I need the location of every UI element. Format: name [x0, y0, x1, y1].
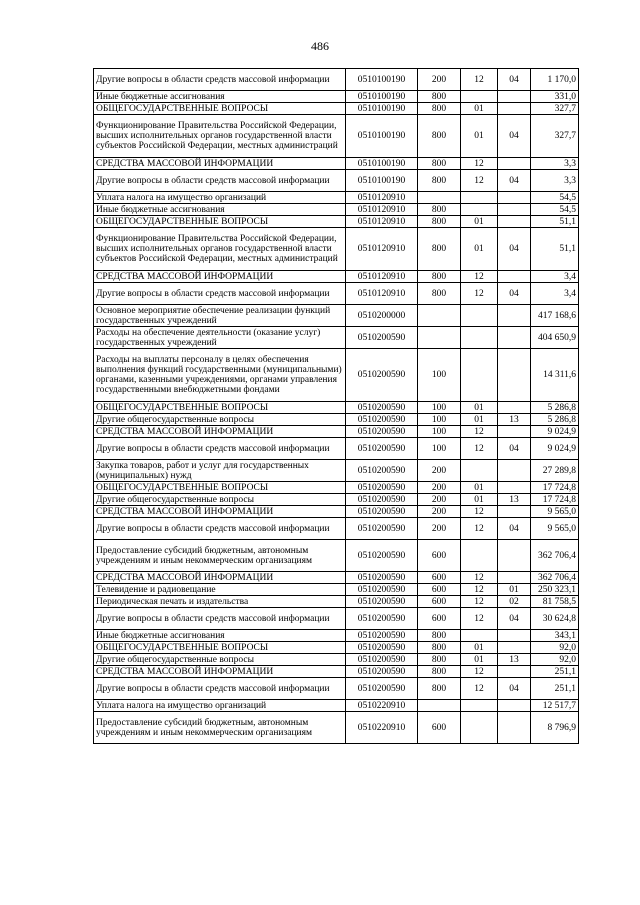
row-name-cell: СРЕДСТВА МАССОВОЙ ИНФОРМАЦИИ: [94, 158, 346, 170]
subsection-cell: 13: [498, 494, 531, 506]
amount-cell: 417 168,6: [531, 305, 579, 327]
table-row: [94, 700, 579, 712]
row-name-cell: Другие вопросы в области средств массовой информации: [94, 518, 346, 540]
target-article-cell: 0510200590: [346, 678, 418, 700]
table-row: [94, 271, 579, 283]
section-cell: [461, 630, 498, 642]
target-article-cell: 0510120910: [346, 204, 418, 216]
expense-type-cell: 800: [418, 642, 461, 654]
target-article-cell: 0510200590: [346, 426, 418, 438]
section-cell: [461, 460, 498, 482]
target-article-cell: 0510120910: [346, 228, 418, 271]
amount-cell: 54,5: [531, 192, 579, 204]
subsection-cell: [498, 349, 531, 402]
table-row: [94, 402, 579, 414]
target-article-cell: 0510100190: [346, 91, 418, 103]
table-row: [94, 654, 579, 666]
table-row: [94, 204, 579, 216]
row-name-cell: Иные бюджетные ассигнования: [94, 91, 346, 103]
section-cell: 12: [461, 506, 498, 518]
expense-type-cell: 200: [418, 482, 461, 494]
amount-cell: 5 286,8: [531, 402, 579, 414]
subsection-cell: [498, 642, 531, 654]
subsection-cell: [498, 630, 531, 642]
expense-type-cell: 100: [418, 426, 461, 438]
table-row: [94, 283, 579, 305]
expense-type-cell: 800: [418, 678, 461, 700]
target-article-cell: 0510200590: [346, 642, 418, 654]
table-row: [94, 460, 579, 482]
amount-cell: 3,4: [531, 283, 579, 305]
amount-cell: 343,1: [531, 630, 579, 642]
target-article-cell: 0510120910: [346, 283, 418, 305]
subsection-cell: 02: [498, 596, 531, 608]
expense-type-cell: 600: [418, 608, 461, 630]
subsection-cell: [498, 572, 531, 584]
table-row: [94, 69, 579, 91]
budget-table: [93, 68, 579, 744]
expense-type-cell: 800: [418, 115, 461, 158]
expense-type-cell: 100: [418, 438, 461, 460]
table-row: [94, 305, 579, 327]
row-name-cell: Закупка товаров, работ и услуг для государственных (муниципальных) нужд: [94, 460, 346, 482]
amount-cell: 362 706,4: [531, 572, 579, 584]
expense-type-cell: 100: [418, 402, 461, 414]
amount-cell: 81 758,5: [531, 596, 579, 608]
amount-cell: 9 024,9: [531, 426, 579, 438]
table-row: [94, 438, 579, 460]
subsection-cell: [498, 460, 531, 482]
section-cell: 12: [461, 584, 498, 596]
expense-type-cell: 600: [418, 572, 461, 584]
section-cell: 01: [461, 414, 498, 426]
target-article-cell: 0510100190: [346, 103, 418, 115]
table-row: [94, 414, 579, 426]
row-name-cell: Другие общегосударственные вопросы: [94, 654, 346, 666]
section-cell: 12: [461, 438, 498, 460]
amount-cell: 92,0: [531, 654, 579, 666]
expense-type-cell: 800: [418, 204, 461, 216]
table-row: [94, 642, 579, 654]
table-row: [94, 482, 579, 494]
target-article-cell: 0510200590: [346, 402, 418, 414]
subsection-cell: [498, 91, 531, 103]
section-cell: [461, 540, 498, 572]
expense-type-cell: 100: [418, 349, 461, 402]
subsection-cell: [498, 103, 531, 115]
subsection-cell: [498, 192, 531, 204]
section-cell: 12: [461, 678, 498, 700]
table-row: [94, 115, 579, 158]
amount-cell: 14 311,6: [531, 349, 579, 402]
subsection-cell: [498, 426, 531, 438]
row-name-cell: СРЕДСТВА МАССОВОЙ ИНФОРМАЦИИ: [94, 426, 346, 438]
section-cell: 12: [461, 69, 498, 91]
expense-type-cell: 600: [418, 712, 461, 744]
section-cell: [461, 349, 498, 402]
target-article-cell: 0510200590: [346, 494, 418, 506]
section-cell: 01: [461, 482, 498, 494]
amount-cell: 17 724,8: [531, 482, 579, 494]
target-article-cell: 0510200000: [346, 305, 418, 327]
section-cell: [461, 91, 498, 103]
row-name-cell: Другие вопросы в области средств массовой информации: [94, 170, 346, 192]
amount-cell: 51,1: [531, 216, 579, 228]
expense-type-cell: 800: [418, 170, 461, 192]
row-name-cell: Уплата налога на имущество организаций: [94, 192, 346, 204]
row-name-cell: Предоставление субсидий бюджетным, автономным учреждениям и иным некоммерческим организациям: [94, 540, 346, 572]
target-article-cell: 0510200590: [346, 540, 418, 572]
expense-type-cell: 800: [418, 666, 461, 678]
row-name-cell: Расходы на обеспечение деятельности (оказание услуг) государственных учреждений: [94, 327, 346, 349]
expense-type-cell: 800: [418, 283, 461, 305]
amount-cell: 9 024,9: [531, 438, 579, 460]
subsection-cell: [498, 666, 531, 678]
amount-cell: 9 565,0: [531, 506, 579, 518]
amount-cell: 327,7: [531, 103, 579, 115]
target-article-cell: 0510220910: [346, 712, 418, 744]
section-cell: 01: [461, 494, 498, 506]
expense-type-cell: 800: [418, 103, 461, 115]
section-cell: 12: [461, 572, 498, 584]
amount-cell: 27 289,8: [531, 460, 579, 482]
section-cell: [461, 204, 498, 216]
row-name-cell: Другие вопросы в области средств массовой информации: [94, 283, 346, 305]
row-name-cell: ОБЩЕГОСУДАРСТВЕННЫЕ ВОПРОСЫ: [94, 216, 346, 228]
amount-cell: 327,7: [531, 115, 579, 158]
target-article-cell: 0510120910: [346, 271, 418, 283]
expense-type-cell: 800: [418, 158, 461, 170]
subsection-cell: [498, 506, 531, 518]
row-name-cell: Другие вопросы в области средств массовой информации: [94, 678, 346, 700]
amount-cell: 251,1: [531, 678, 579, 700]
table-row: [94, 666, 579, 678]
target-article-cell: 0510100190: [346, 158, 418, 170]
target-article-cell: 0510200590: [346, 349, 418, 402]
section-cell: 01: [461, 216, 498, 228]
target-article-cell: 0510200590: [346, 438, 418, 460]
expense-type-cell: 100: [418, 414, 461, 426]
table-row: [94, 91, 579, 103]
section-cell: 12: [461, 426, 498, 438]
subsection-cell: 04: [498, 170, 531, 192]
subsection-cell: 04: [498, 228, 531, 271]
amount-cell: 8 796,9: [531, 712, 579, 744]
subsection-cell: 04: [498, 115, 531, 158]
section-cell: 12: [461, 271, 498, 283]
row-name-cell: Другие вопросы в области средств массовой информации: [94, 608, 346, 630]
target-article-cell: 0510200590: [346, 654, 418, 666]
page-number: 486: [311, 39, 329, 53]
subsection-cell: [498, 700, 531, 712]
amount-cell: 12 517,7: [531, 700, 579, 712]
row-name-cell: Другие вопросы в области средств массовой информации: [94, 438, 346, 460]
subsection-cell: 04: [498, 518, 531, 540]
table-row: [94, 426, 579, 438]
expense-type-cell: 800: [418, 271, 461, 283]
target-article-cell: 0510200590: [346, 327, 418, 349]
row-name-cell: Иные бюджетные ассигнования: [94, 630, 346, 642]
subsection-cell: 13: [498, 654, 531, 666]
expense-type-cell: 800: [418, 654, 461, 666]
table-row: [94, 584, 579, 596]
table-row: [94, 678, 579, 700]
row-name-cell: ОБЩЕГОСУДАРСТВЕННЫЕ ВОПРОСЫ: [94, 482, 346, 494]
target-article-cell: 0510220910: [346, 700, 418, 712]
target-article-cell: 0510120910: [346, 216, 418, 228]
amount-cell: 5 286,8: [531, 414, 579, 426]
table-row: [94, 518, 579, 540]
subsection-cell: 04: [498, 69, 531, 91]
table-row: [94, 216, 579, 228]
target-article-cell: 0510200590: [346, 482, 418, 494]
row-name-cell: СРЕДСТВА МАССОВОЙ ИНФОРМАЦИИ: [94, 506, 346, 518]
row-name-cell: Телевидение и радиовещание: [94, 584, 346, 596]
target-article-cell: 0510200590: [346, 608, 418, 630]
expense-type-cell: [418, 327, 461, 349]
expense-type-cell: 200: [418, 518, 461, 540]
section-cell: [461, 712, 498, 744]
table-row: [94, 572, 579, 584]
subsection-cell: [498, 482, 531, 494]
subsection-cell: 04: [498, 608, 531, 630]
amount-cell: 3,3: [531, 170, 579, 192]
row-name-cell: Другие вопросы в области средств массовой информации: [94, 69, 346, 91]
table-row: [94, 494, 579, 506]
row-name-cell: ОБЩЕГОСУДАРСТВЕННЫЕ ВОПРОСЫ: [94, 642, 346, 654]
target-article-cell: 0510200590: [346, 460, 418, 482]
row-name-cell: Расходы на выплаты персоналу в целях обеспечения выполнения функций государственными (муниципальными) органами, казенными учреждениями, органами управления государственными внебюджетными фондами: [94, 349, 346, 402]
row-name-cell: СРЕДСТВА МАССОВОЙ ИНФОРМАЦИИ: [94, 572, 346, 584]
subsection-cell: [498, 271, 531, 283]
subsection-cell: 01: [498, 584, 531, 596]
table-row: [94, 103, 579, 115]
expense-type-cell: 200: [418, 460, 461, 482]
row-name-cell: Основное мероприятие обеспечение реализации функций государственных учреждений: [94, 305, 346, 327]
table-row: [94, 540, 579, 572]
amount-cell: 251,1: [531, 666, 579, 678]
amount-cell: 1 170,0: [531, 69, 579, 91]
section-cell: 01: [461, 115, 498, 158]
target-article-cell: 0510100190: [346, 69, 418, 91]
section-cell: 01: [461, 402, 498, 414]
subsection-cell: [498, 216, 531, 228]
table-row: [94, 506, 579, 518]
subsection-cell: [498, 158, 531, 170]
subsection-cell: [498, 540, 531, 572]
row-name-cell: ОБЩЕГОСУДАРСТВЕННЫЕ ВОПРОСЫ: [94, 402, 346, 414]
section-cell: 12: [461, 666, 498, 678]
section-cell: [461, 700, 498, 712]
section-cell: 01: [461, 103, 498, 115]
target-article-cell: 0510120910: [346, 192, 418, 204]
row-name-cell: Другие общегосударственные вопросы: [94, 414, 346, 426]
subsection-cell: [498, 712, 531, 744]
table-row: [94, 228, 579, 271]
table-row: [94, 192, 579, 204]
amount-cell: 331,0: [531, 91, 579, 103]
row-name-cell: Предоставление субсидий бюджетным, автономным учреждениям и иным некоммерческим организациям: [94, 712, 346, 744]
subsection-cell: 13: [498, 414, 531, 426]
table-row: [94, 596, 579, 608]
amount-cell: 3,4: [531, 271, 579, 283]
table-row: [94, 327, 579, 349]
table-row: [94, 158, 579, 170]
section-cell: 01: [461, 642, 498, 654]
subsection-cell: [498, 327, 531, 349]
expense-type-cell: 200: [418, 69, 461, 91]
expense-type-cell: 600: [418, 596, 461, 608]
subsection-cell: [498, 402, 531, 414]
row-name-cell: Функционирование Правительства Российской Федерации, высших исполнительных органов государственной власти субъектов Российской Федерации, местных администраций: [94, 115, 346, 158]
row-name-cell: Функционирование Правительства Российской Федерации, высших исполнительных органов государственной власти субъектов Российской Федерации, местных администраций: [94, 228, 346, 271]
row-name-cell: Периодическая печать и издательства: [94, 596, 346, 608]
table-row: [94, 712, 579, 744]
expense-type-cell: 800: [418, 216, 461, 228]
target-article-cell: 0510200590: [346, 506, 418, 518]
expense-type-cell: 800: [418, 91, 461, 103]
expense-type-cell: 600: [418, 584, 461, 596]
table-row: [94, 608, 579, 630]
target-article-cell: 0510200590: [346, 518, 418, 540]
row-name-cell: Иные бюджетные ассигнования: [94, 204, 346, 216]
section-cell: 12: [461, 608, 498, 630]
row-name-cell: Уплата налога на имущество организаций: [94, 700, 346, 712]
subsection-cell: 04: [498, 438, 531, 460]
expense-type-cell: [418, 192, 461, 204]
row-name-cell: Другие общегосударственные вопросы: [94, 494, 346, 506]
amount-cell: 3,3: [531, 158, 579, 170]
target-article-cell: 0510200590: [346, 596, 418, 608]
amount-cell: 250 323,1: [531, 584, 579, 596]
target-article-cell: 0510200590: [346, 414, 418, 426]
target-article-cell: 0510100190: [346, 170, 418, 192]
amount-cell: 17 724,8: [531, 494, 579, 506]
target-article-cell: 0510200590: [346, 630, 418, 642]
row-name-cell: ОБЩЕГОСУДАРСТВЕННЫЕ ВОПРОСЫ: [94, 103, 346, 115]
section-cell: [461, 192, 498, 204]
section-cell: [461, 305, 498, 327]
table-row: [94, 170, 579, 192]
target-article-cell: 0510100190: [346, 115, 418, 158]
section-cell: 01: [461, 654, 498, 666]
section-cell: 12: [461, 170, 498, 192]
expense-type-cell: 800: [418, 228, 461, 271]
section-cell: 12: [461, 283, 498, 305]
target-article-cell: 0510200590: [346, 666, 418, 678]
section-cell: [461, 327, 498, 349]
target-article-cell: 0510200590: [346, 572, 418, 584]
subsection-cell: [498, 305, 531, 327]
expense-type-cell: 600: [418, 540, 461, 572]
expense-type-cell: 200: [418, 494, 461, 506]
table-row: [94, 630, 579, 642]
amount-cell: 30 624,8: [531, 608, 579, 630]
amount-cell: 92,0: [531, 642, 579, 654]
expense-type-cell: 800: [418, 630, 461, 642]
amount-cell: 51,1: [531, 228, 579, 271]
subsection-cell: [498, 204, 531, 216]
section-cell: 01: [461, 228, 498, 271]
section-cell: 12: [461, 518, 498, 540]
row-name-cell: СРЕДСТВА МАССОВОЙ ИНФОРМАЦИИ: [94, 271, 346, 283]
section-cell: 12: [461, 596, 498, 608]
table-row: [94, 349, 579, 402]
subsection-cell: 04: [498, 678, 531, 700]
expense-type-cell: [418, 700, 461, 712]
target-article-cell: 0510200590: [346, 584, 418, 596]
budget-table-body: [94, 69, 579, 744]
expense-type-cell: 200: [418, 506, 461, 518]
expense-type-cell: [418, 305, 461, 327]
amount-cell: 9 565,0: [531, 518, 579, 540]
amount-cell: 404 650,9: [531, 327, 579, 349]
section-cell: 12: [461, 158, 498, 170]
amount-cell: 362 706,4: [531, 540, 579, 572]
subsection-cell: 04: [498, 283, 531, 305]
row-name-cell: СРЕДСТВА МАССОВОЙ ИНФОРМАЦИИ: [94, 666, 346, 678]
amount-cell: 54,5: [531, 204, 579, 216]
